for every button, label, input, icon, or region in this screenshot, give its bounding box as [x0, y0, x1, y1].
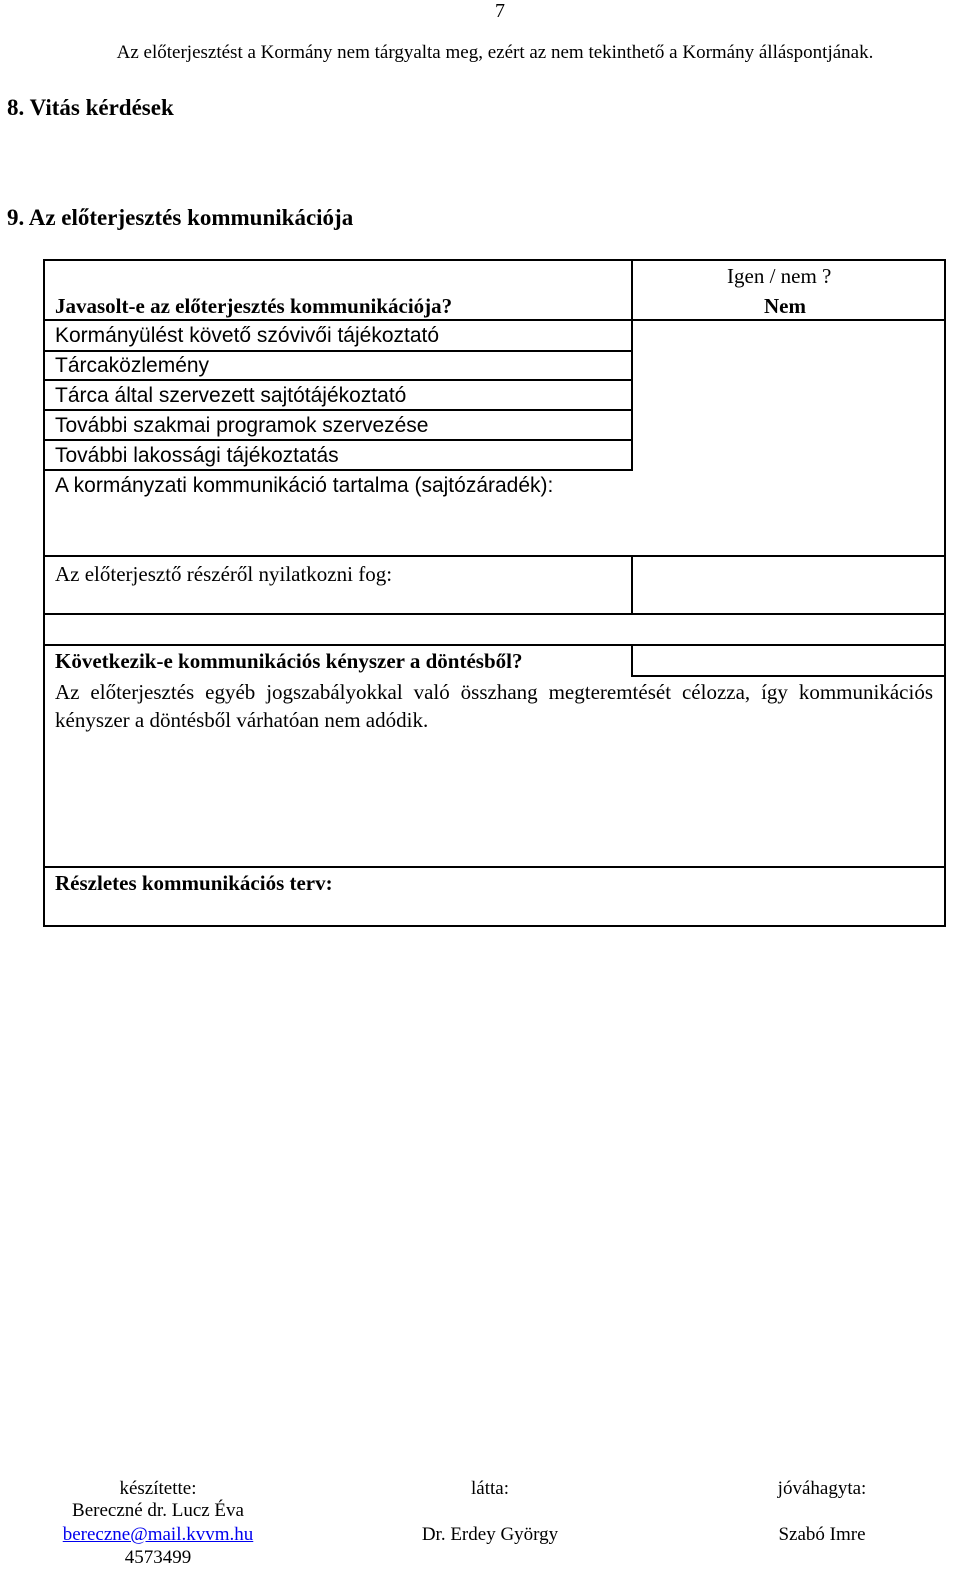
table-line [43, 469, 633, 471]
prepared-label: készítette: [119, 1478, 197, 1499]
table-divider [631, 259, 633, 319]
option-6: A kormányzati kommunikáció tartalma (sajtózáradék): [55, 474, 554, 497]
section-9-heading: 9. Az előterjesztés kommunikációja [7, 205, 354, 230]
spokesperson-label: Az előterjesztő részéről nyilatkozni fog: [55, 562, 393, 586]
table-line [43, 866, 946, 868]
table-divider [631, 319, 633, 471]
table-line [43, 350, 633, 352]
table-line [43, 379, 633, 381]
page-number: 7 [495, 0, 505, 22]
question-label: Javasolt-e az előterjesztés kommunikációja? [55, 294, 453, 318]
approved-label: jóváhagyta: [777, 1478, 867, 1499]
table-line [631, 675, 946, 677]
detailed-plan-label: Részletes kommunikációs terv: [55, 871, 333, 895]
table-line [43, 319, 946, 321]
table-line [43, 439, 633, 441]
table-line [43, 613, 946, 615]
constraint-answer: Az előterjesztés egyéb jogszabályokkal való összhang megteremtését célozza, így kommunikációs kényszer a döntésből várhatóan nem adódik. [55, 680, 933, 732]
constraint-question: Következik-e kommunikációs kényszer a döntésből? [55, 649, 523, 673]
table-line [43, 644, 946, 646]
table-divider [631, 555, 633, 615]
option-3: Tárca által szervezett sajtótájékoztató [55, 384, 407, 407]
option-1: Kormányülést követő szóvivői tájékoztató [55, 324, 440, 347]
answer-value: Nem [764, 294, 806, 318]
section-8-heading: 8. Vitás kérdések [7, 95, 174, 120]
seen-name: Dr. Erdey György [421, 1524, 559, 1545]
prepared-phone: 4573499 [124, 1547, 192, 1568]
option-2: Tárcaközlemény [55, 354, 210, 377]
prepared-name: Bereczné dr. Lucz Éva [72, 1500, 244, 1521]
answer-header: Igen / nem ? [727, 264, 832, 288]
option-4: További szakmai programok szervezése [55, 414, 429, 437]
table-line [43, 555, 946, 557]
table-divider [631, 644, 633, 677]
table-line [43, 409, 633, 411]
prepared-email-link[interactable]: bereczne@mail.kvvm.hu [62, 1524, 254, 1545]
approved-name: Szabó Imre [778, 1524, 866, 1545]
option-5: További lakossági tájékoztatás [55, 444, 339, 467]
disclaimer: Az előterjesztést a Kormány nem tárgyalta meg, ezért az nem tekinthető a Kormány álláspontjának. [116, 42, 874, 63]
seen-label: látta: [471, 1478, 509, 1499]
